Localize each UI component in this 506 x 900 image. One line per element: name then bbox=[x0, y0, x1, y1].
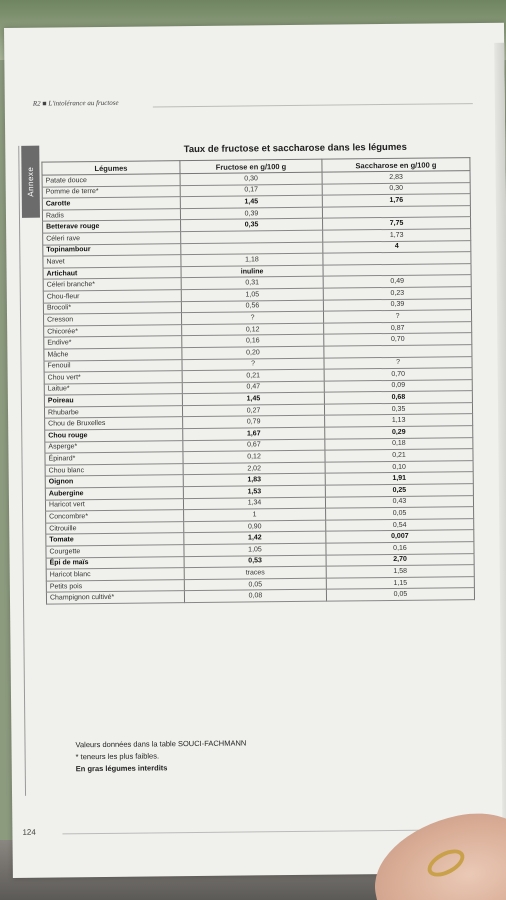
saccharose-value: 2,83 bbox=[322, 171, 470, 184]
saccharose-value: 1,15 bbox=[326, 576, 474, 589]
vegetable-name: Chicorée* bbox=[44, 324, 182, 337]
saccharose-value: 0,43 bbox=[325, 495, 473, 508]
fructose-value: 0,90 bbox=[184, 520, 326, 533]
book-page bbox=[4, 23, 506, 878]
saccharose-value: 0,007 bbox=[326, 530, 474, 543]
saccharose-value: 0,05 bbox=[326, 588, 474, 601]
vegetable-name: Poireau bbox=[44, 394, 182, 407]
saccharose-value: 0,39 bbox=[323, 298, 471, 311]
vegetable-name: Chou vert* bbox=[44, 371, 182, 384]
column-header-saccharose: Saccharose en g/100 g bbox=[322, 158, 470, 173]
vegetable-name: Chou rouge bbox=[45, 429, 183, 442]
margin-rule bbox=[18, 146, 26, 796]
vegetable-name: Oignon bbox=[45, 475, 183, 488]
fructose-value: 0,56 bbox=[181, 300, 323, 313]
vegetable-name: Asperge* bbox=[45, 440, 183, 453]
fructose-value: 1,42 bbox=[184, 532, 326, 545]
note-bold-prefix: En gras légumes bbox=[75, 763, 138, 774]
note-asterisk: * teneurs les plus faibles. bbox=[75, 751, 160, 762]
table-body bbox=[42, 171, 474, 604]
saccharose-value: 1,13 bbox=[325, 414, 473, 427]
fructose-value: 0,20 bbox=[182, 346, 324, 359]
vegetable-name: Haricot vert bbox=[45, 498, 183, 511]
note-bold-strong: interdits bbox=[137, 763, 168, 773]
fructose-value: 1 bbox=[184, 508, 326, 521]
saccharose-value: 0,49 bbox=[323, 275, 471, 288]
table-notes bbox=[75, 738, 246, 776]
vegetable-name: Laitue* bbox=[44, 382, 182, 395]
fructose-value: 1,34 bbox=[183, 497, 325, 510]
fructose-value: 0,08 bbox=[184, 590, 326, 603]
column-header-fructose: Fructose en g/100 g bbox=[180, 159, 322, 173]
fructose-value: 0,05 bbox=[184, 578, 326, 591]
fructose-value: 1,45 bbox=[180, 195, 322, 208]
vegetable-name: Aubergine bbox=[45, 487, 183, 500]
vegetable-name: Épinard* bbox=[45, 452, 183, 465]
vegetable-name: Cresson bbox=[43, 313, 181, 326]
vegetable-name: Endive* bbox=[44, 336, 182, 349]
fructose-value: traces bbox=[184, 566, 326, 579]
saccharose-value: 0,05 bbox=[326, 507, 474, 520]
saccharose-value: 0,68 bbox=[324, 391, 472, 404]
fructose-value: 1,53 bbox=[183, 485, 325, 498]
fructose-value: 0,67 bbox=[183, 439, 325, 452]
fructose-value: 0,39 bbox=[180, 207, 322, 220]
note-bold bbox=[76, 762, 247, 776]
vegetable-name: Concombre* bbox=[46, 510, 184, 523]
fructose-value: 0,16 bbox=[182, 334, 324, 347]
fructose-value: 2,02 bbox=[183, 462, 325, 475]
fructose-value: 0,21 bbox=[182, 369, 324, 382]
annexe-tab bbox=[21, 146, 40, 218]
vegetable-name: Haricot blanc bbox=[46, 568, 184, 581]
running-header bbox=[33, 95, 473, 114]
vegetable-name: Rhubarbe bbox=[44, 406, 182, 419]
saccharose-value: ? bbox=[324, 356, 472, 369]
saccharose-value: 0,21 bbox=[325, 449, 473, 462]
annexe-tab-label: Annexe bbox=[25, 166, 36, 197]
saccharose-value: 1,58 bbox=[326, 565, 474, 578]
header-rule bbox=[153, 103, 473, 107]
page-edge bbox=[494, 43, 506, 863]
fructose-value: 0,47 bbox=[182, 381, 324, 394]
fructose-value: 1,45 bbox=[182, 392, 324, 405]
vegetable-name: Carotte bbox=[42, 197, 180, 210]
header-text: R2 ■ L'intolérance au fructose bbox=[32, 98, 119, 108]
table-title: Taux de fructose et saccharose dans les légumes bbox=[183, 141, 407, 156]
vegetable-name: Céleri rave bbox=[43, 232, 181, 245]
saccharose-value: 0,10 bbox=[325, 460, 473, 473]
saccharose-value: 1,76 bbox=[322, 194, 470, 207]
vegetable-name: Tomate bbox=[46, 533, 184, 546]
saccharose-value: 0,09 bbox=[324, 379, 472, 392]
saccharose-value: 2,70 bbox=[326, 553, 474, 566]
vegetable-name: Céleri branche* bbox=[43, 278, 181, 291]
fructose-value: 0,12 bbox=[182, 323, 324, 336]
vegetable-name: Brocoli* bbox=[43, 301, 181, 314]
vegetable-name: Courgette bbox=[46, 545, 184, 558]
vegetable-name: Topinambour bbox=[43, 243, 181, 256]
fructose-value: 1,67 bbox=[183, 427, 325, 440]
vegetable-name: Épi de maïs bbox=[46, 556, 184, 569]
vegetable-name: Radis bbox=[42, 208, 180, 221]
fructose-value: 1,18 bbox=[181, 253, 323, 266]
vegetable-name: Champignon cultivé* bbox=[46, 591, 184, 604]
vegetable-name: Betterave rouge bbox=[43, 220, 181, 233]
column-header-legumes: Légumes bbox=[42, 161, 180, 175]
saccharose-value: 0,30 bbox=[322, 182, 470, 195]
fructose-value: 0,17 bbox=[180, 184, 322, 197]
saccharose-value: 0,18 bbox=[325, 437, 473, 450]
saccharose-value: ? bbox=[323, 310, 471, 323]
saccharose-value: 4 bbox=[323, 240, 471, 253]
vegetable-name: Chou blanc bbox=[45, 463, 183, 476]
fructose-value: 0,30 bbox=[180, 172, 322, 185]
vegetable-name: Artichaut bbox=[43, 266, 181, 279]
fructose-value: 1,05 bbox=[184, 543, 326, 556]
saccharose-value: 0,25 bbox=[325, 484, 473, 497]
saccharose-value: 0,23 bbox=[323, 287, 471, 300]
saccharose-value: 0,16 bbox=[326, 542, 474, 555]
saccharose-value: 0,70 bbox=[324, 333, 472, 346]
page-number: 124 bbox=[22, 827, 36, 837]
fructose-value: 1,05 bbox=[181, 288, 323, 301]
vegetable-name: Patate douce bbox=[42, 174, 180, 187]
vegetable-table bbox=[41, 157, 475, 604]
saccharose-value: 0,29 bbox=[325, 426, 473, 439]
fructose-value: 0,12 bbox=[183, 450, 325, 463]
saccharose-value: 7,75 bbox=[323, 217, 471, 230]
note-source: Valeurs données dans la table SOUCI-FACHMANN bbox=[75, 738, 247, 750]
vegetable-name: Fenouil bbox=[44, 359, 182, 372]
saccharose-value: 0,70 bbox=[324, 368, 472, 381]
saccharose-value: 1,91 bbox=[325, 472, 473, 485]
saccharose-value: 0,35 bbox=[324, 402, 472, 415]
fructose-value: ? bbox=[181, 311, 323, 324]
vegetable-name: Chou de Bruxelles bbox=[45, 417, 183, 430]
vegetable-name: Mâche bbox=[44, 348, 182, 361]
fructose-value: 0,27 bbox=[182, 404, 324, 417]
footer-rule bbox=[62, 829, 452, 834]
saccharose-value: 0,54 bbox=[326, 518, 474, 531]
fructose-value: 0,79 bbox=[183, 416, 325, 429]
fructose-value: ? bbox=[182, 358, 324, 371]
vegetable-name: Navet bbox=[43, 255, 181, 268]
vegetable-name: Pomme de terre* bbox=[42, 185, 180, 198]
fructose-value: 0,53 bbox=[184, 555, 326, 568]
vegetable-name: Citrouille bbox=[46, 521, 184, 534]
fructose-value: inuline bbox=[181, 265, 323, 278]
saccharose-value: 0,87 bbox=[324, 321, 472, 334]
fructose-value: 1,83 bbox=[183, 474, 325, 487]
saccharose-value: 1,73 bbox=[323, 229, 471, 242]
vegetable-name: Petits pois bbox=[46, 579, 184, 592]
fructose-value: 0,35 bbox=[181, 219, 323, 232]
fructose-value: 0,31 bbox=[181, 277, 323, 290]
vegetable-name: Chou-fleur bbox=[43, 290, 181, 303]
